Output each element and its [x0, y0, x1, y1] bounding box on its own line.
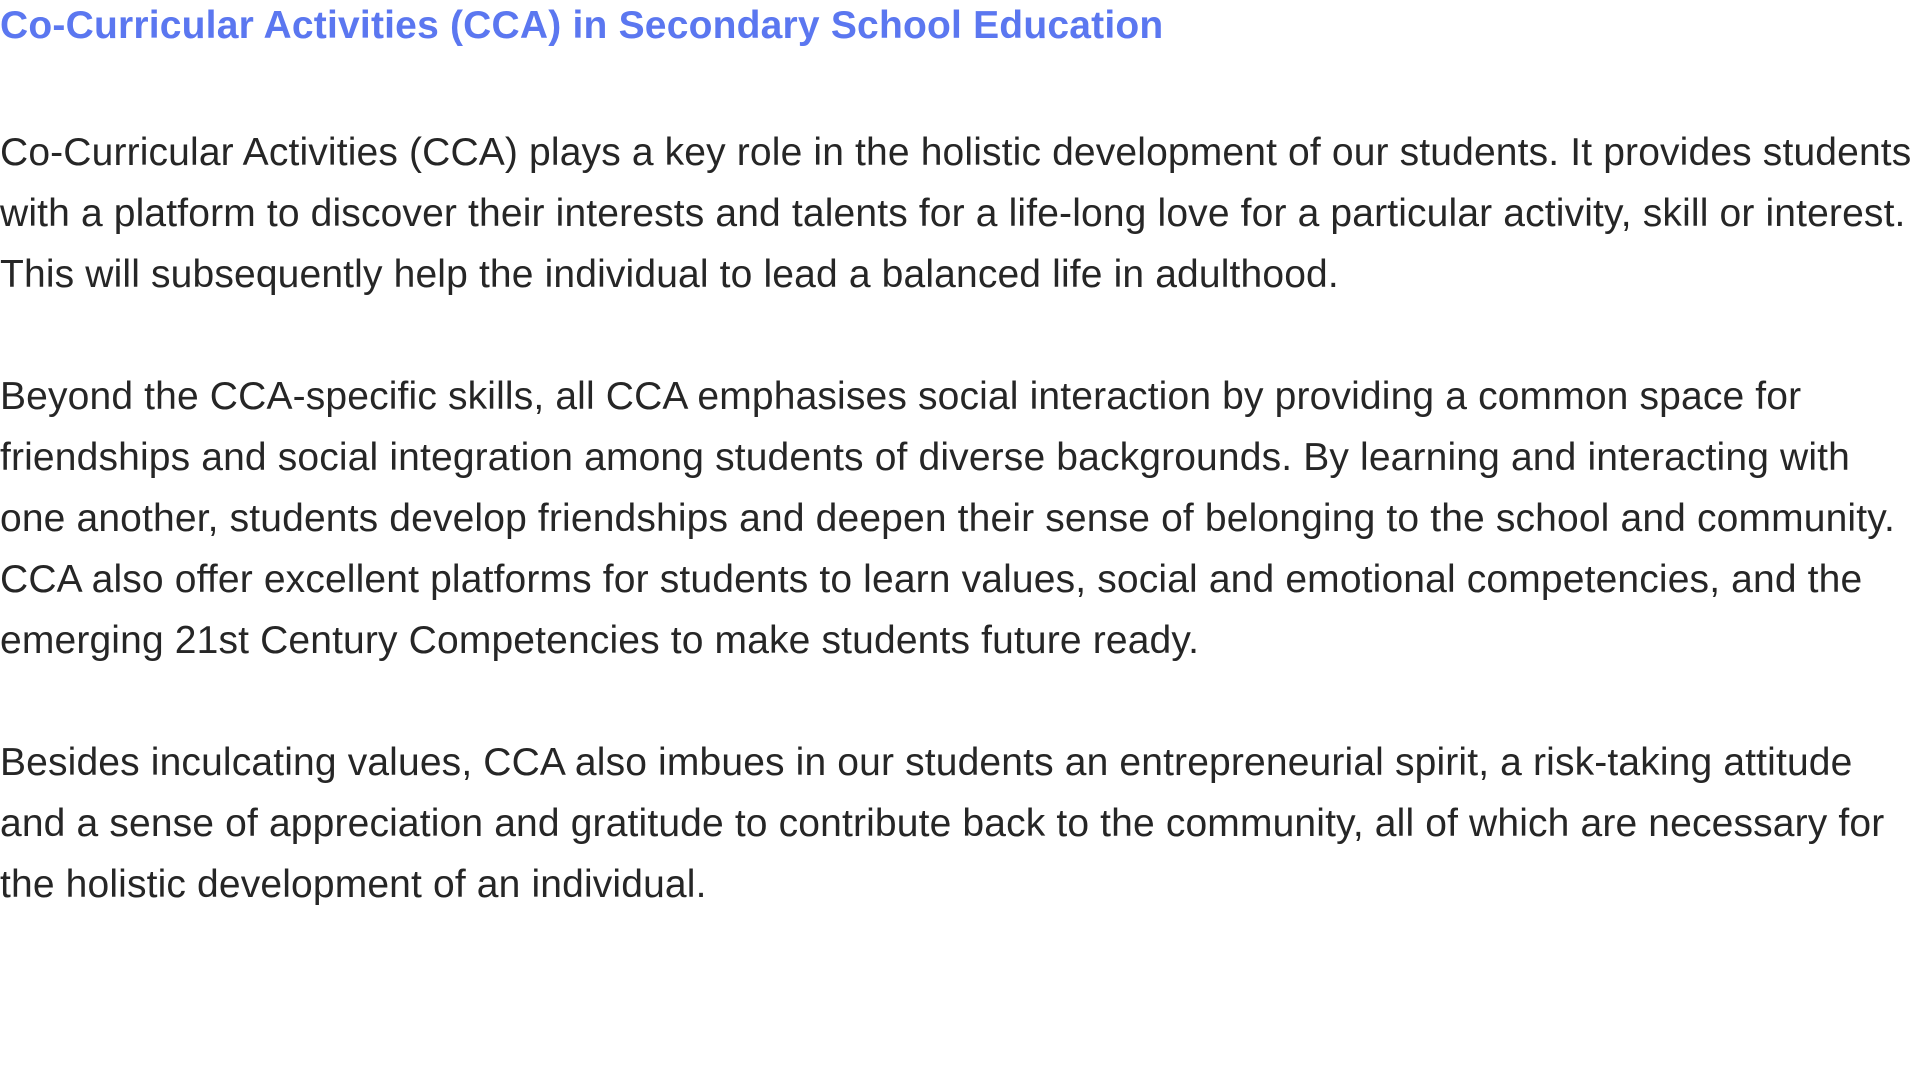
paragraph-social-interaction: Beyond the CCA-specific skills, all CCA emphasises social interaction by providing a common space for friendships and social integration among students of diverse backgrounds. By learning and interacting with one another, students develop friendships and deepen their sense of belonging to the school and community. CCA also offer excellent platforms for students to learn values, social and emotional competencies, and the emerging 21st Century Competencies to make students future ready. — [0, 375, 1895, 662]
page-title: Co-Curricular Activities (CCA) in Secondary School Education — [0, 4, 1164, 47]
paragraph-values: Besides inculcating values, CCA also imbues in our students an entrepreneurial spirit, a risk-taking attitude and a sense of appreciation and gratitude to contribute back to the community, all of which are necessary for the holistic development of an individual. — [0, 741, 1885, 906]
title-spacing — [0, 50, 1920, 122]
paragraph-intro: Co-Curricular Activities (CCA) plays a key role in the holistic development of our students. It provides students with a platform to discover their interests and talents for a life-long love for a particular activity, skill or interest. This will subsequently help the individual to lead a balanced life in adulthood. — [0, 131, 1912, 296]
